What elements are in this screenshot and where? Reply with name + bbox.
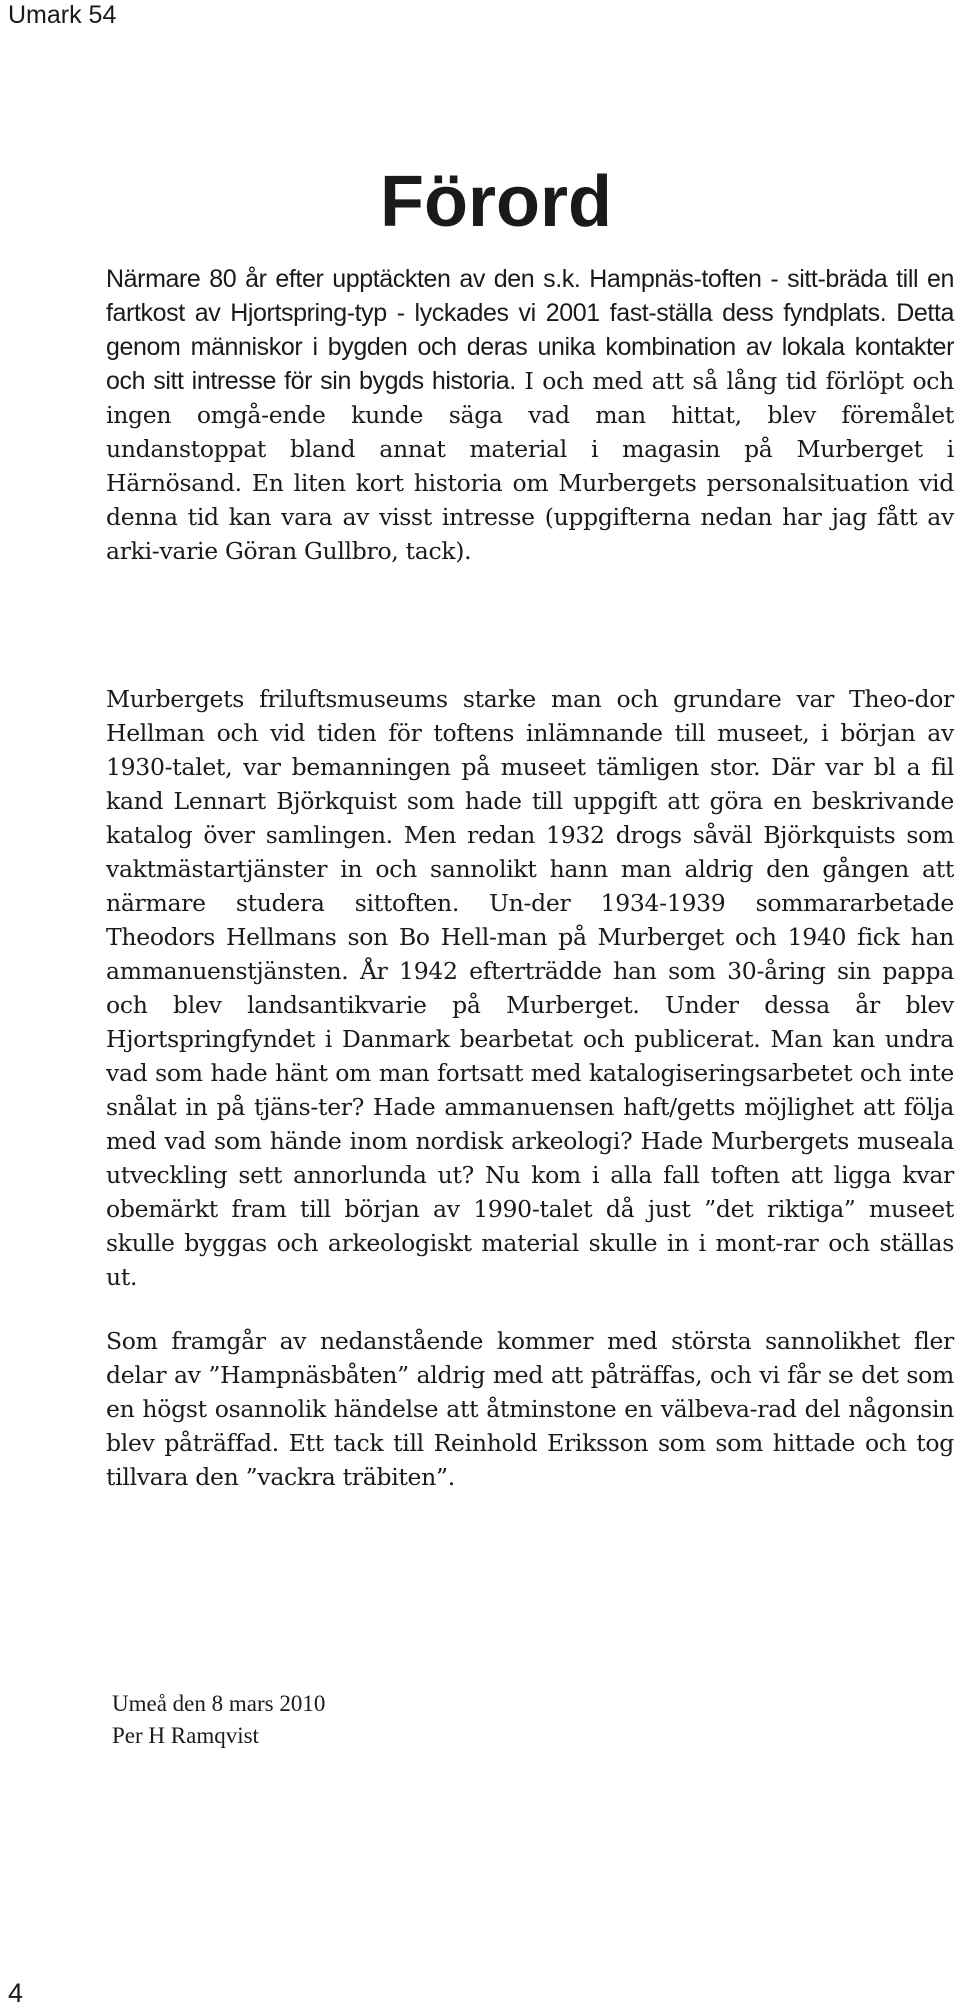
paragraph-1-sans-part: Närmare 80 år efter upptäckten av den s.k. Hampnäs-toften - sitt-bräda till en fartkost av Hjortspring-typ - lyckades vi 2001 fast-ställa dess fyndplats. Detta genom människor i bygden och deras unika kombination av lokala kontakter och sitt intresse för sin bygds historia. bbox=[106, 265, 954, 395]
paragraph-2-text: Murbergets friluftsmuseums starke man och grundare var Theo-dor Hellman och vid tiden för toftens inlämnande till museet, i början av 1930-talet, var bemanningen på museet tämligen stor. Där var bl a fil kand Lennart Björkquist som hade till uppgift att göra en beskrivande katalog över samlingen. Men redan 1932 drogs såväl Björkquists som vaktmästartjänster in och sannolikt hann man aldrig den gången att närmare studera sittoften. Un-der 1934-1939 sommararbetade Theodors Hellmans son Bo Hell-man på Murberget och 1940 fick han ammanuenstjänsten. År 1942 efterträdde han som 30-åring sin pappa och blev landsantikvarie på Murberget. Under dessa år blev Hjortspringfyndet i Danmark bearbetat och publicerat. Man kan undra vad som hade hänt om man fortsatt med katalogiseringsarbetet och inte snålat in på tjäns-ter? Hade ammanuensen haft/getts möjlighet att följa med vad som hände inom nordisk arkeologi? Hade Murbergets museala utveckling sett annorlunda ut? Nu kom i alla fall toften att ligga kvar obemärkt fram till början av 1990-talet då just ”det riktiga” museet skulle byggas och arkeologiskt material skulle in i mont-rar och ställas ut. bbox=[106, 685, 954, 1291]
paragraph-1-serif-part: I och med att så lång tid förlöpt och ingen omgå-ende kunde säga vad man hittat, blev föremålet undanstoppat bland annat material i magasin på Murberget i Härnösand. En liten kort historia om Murbergets personalsituation vid denna tid kan vara av visst intresse (uppgifterna nedan har jag fått av arki-varie Göran Gullbro, tack). bbox=[106, 367, 954, 565]
paragraph-1 bbox=[106, 262, 954, 568]
page-number: 4 bbox=[8, 1978, 24, 2008]
signature-block bbox=[112, 1688, 325, 1752]
signature-place-date: Umeå den 8 mars 2010 bbox=[112, 1691, 326, 1716]
paragraph-3-text: Som framgår av nedanstående kommer med största sannolikhet fler delar av ”Hampnäsbåten” aldrig med att påträffas, och vi får se det som en högst osannolik händelse att åtminstone en välbeva-rad del någonsin blev påträffad. Ett tack till Reinhold Eriksson som som hittade och tog tillvara den ”vackra träbiten”. bbox=[106, 1327, 954, 1491]
signature-name: Per H Ramqvist bbox=[112, 1723, 259, 1748]
running-head: Umark 54 bbox=[8, 1, 117, 29]
paragraph-2 bbox=[106, 682, 954, 1294]
page-title: Förord bbox=[380, 162, 612, 242]
paragraph-3 bbox=[106, 1324, 954, 1494]
